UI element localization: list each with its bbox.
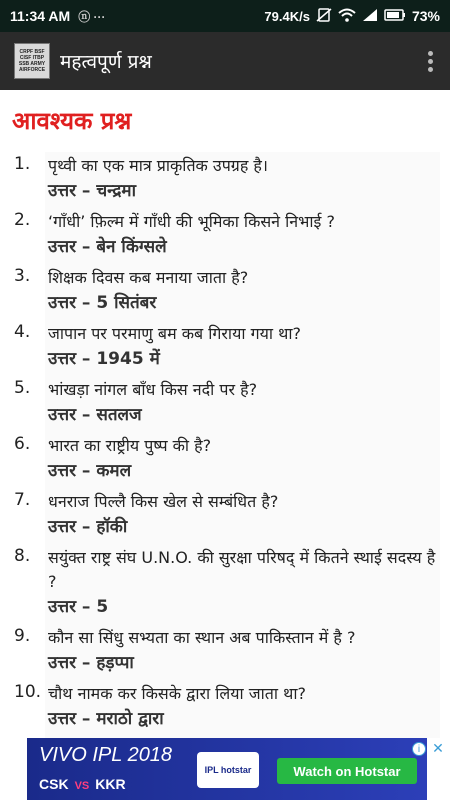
network-speed: 79.4K/s [264,8,310,24]
question-text: भांखड़ा नांगल बाँध किस नदी पर है? [48,380,258,399]
no-sim-icon [316,8,332,25]
question-number: 6. [14,434,31,454]
notification-icon: ⓝ ··· [78,9,106,24]
ad-hotstar-logo: IPL hotstar [197,752,259,788]
question-item [0,372,450,428]
logo-line: CRPF BSF [19,49,45,55]
question-number: 7. [14,490,31,510]
answer-text: उत्तर – हॉकी [48,517,128,537]
question-text: ‘गाँधी’ फ़िल्म में गाँधी की भूमिका किसने निभाई ? [48,212,335,231]
ad-team1: CSK [39,776,69,792]
answer-text: उत्तर – मराठो द्वारा [48,709,164,729]
question-item [0,484,450,540]
app-logo [14,43,50,79]
question-item [0,260,450,316]
question-item [0,428,450,484]
question-item [0,540,450,620]
question-text: पृथ्वी का एक मात्र प्राकृतिक उपग्रह है। [48,156,268,175]
answer-text: उत्तर – चन्द्रमा [48,181,136,201]
question-number: 5. [14,378,31,398]
section-title: आवश्यक प्रश्न [12,107,132,135]
ad-close-icon[interactable]: ✕ [430,740,446,756]
answer-text: उत्तर – कमल [48,461,132,481]
question-number: 1. [14,154,31,174]
answer-text: उत्तर – सतलज [48,405,142,425]
question-text: भारत का राष्ट्रीय पुष्प की है? [48,436,212,455]
question-text: शिक्षक दिवस कब मनाया जाता है? [48,268,249,287]
question-number: 8. [14,546,31,566]
question-number: 3. [14,266,31,286]
question-item [0,148,450,204]
wifi-icon [338,8,356,25]
answer-text: उत्तर – बेन किंग्सले [48,237,167,257]
watch-on-hotstar-button[interactable]: Watch on Hotstar [277,758,417,784]
question-number: 10. [14,682,42,702]
question-text: कौन सा सिंधु सभ्यता का स्थान अब पाकिस्तान में है ? [48,628,356,647]
answer-text: उत्तर – 1945 में [48,349,160,369]
question-item [0,316,450,372]
app-bar [0,32,450,90]
answer-text: उत्तर – हड़प्पा [48,653,134,673]
ad-teams [39,776,126,792]
logo-line: CISF ITBP [19,55,45,61]
ad-team2: KKR [95,776,126,792]
overflow-menu-icon[interactable] [410,41,450,81]
question-number: 9. [14,626,31,646]
question-item [0,676,450,732]
question-number: 2. [14,210,31,230]
status-bar [0,0,450,32]
logo-line: SSB ARMY [18,61,46,67]
battery-percent: 73% [411,8,440,24]
content-area[interactable] [0,90,450,738]
question-item [0,204,450,260]
question-text: चौथ नामक कर किसके द्वारा लिया जाता था? [48,684,306,703]
app-title: महत्वपूर्ण प्रश्न [60,51,152,73]
question-text: जापान पर परमाणु बम कब गिराया गया था? [48,324,301,343]
question-text: सयुंक्त राष्ट्र संघ U.N.O. की सुरक्षा परिषद् में कितने स्थाई सदस्य है ? [48,548,436,591]
status-right [264,8,440,25]
ad-vs: VS [74,780,90,792]
logo-line: AIRFORCE [18,67,46,73]
ad-title: VIVO IPL 2018 [39,744,173,766]
question-number: 4. [14,322,31,342]
answer-text: उत्तर – 5 [48,597,109,617]
status-time: 11:34 AM [10,8,71,24]
question-item [0,620,450,676]
question-list [0,148,450,732]
answer-text: उत्तर – 5 सितंबर [48,293,157,313]
question-text: धनराज पिल्लै किस खेल से सम्बंधित है? [48,492,279,511]
ad-banner[interactable] [0,738,450,800]
signal-icon [362,8,378,25]
battery-icon [384,8,406,24]
ad-creative[interactable] [27,738,427,800]
ad-info-icon[interactable]: i [412,742,426,756]
